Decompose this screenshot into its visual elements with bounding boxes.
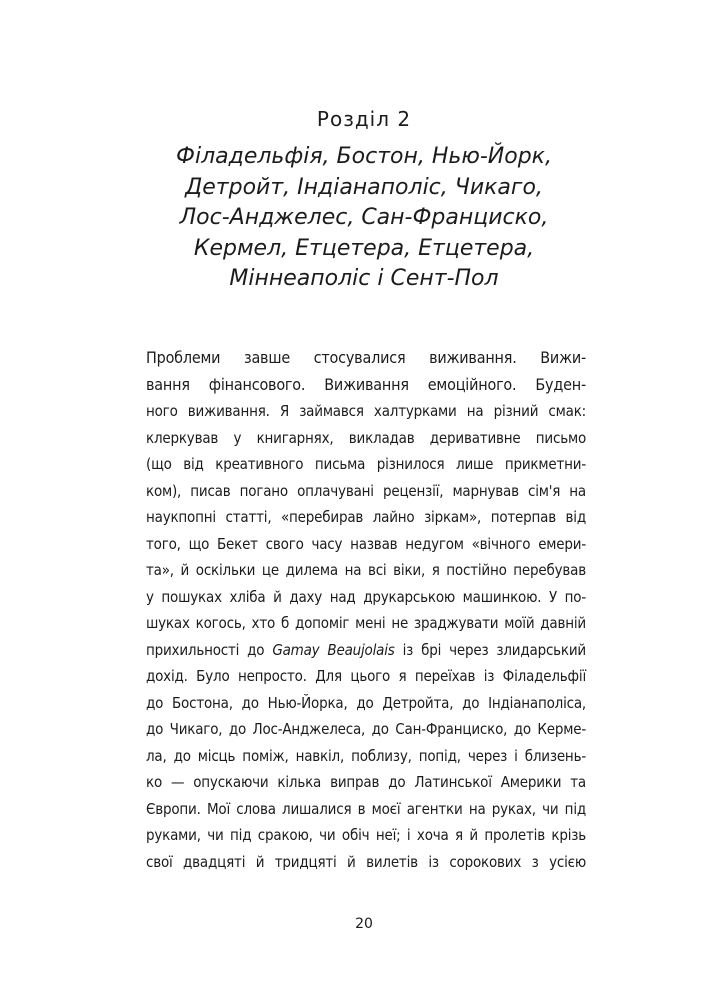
body-line-mixed	[146, 637, 586, 664]
body-line: шуках когось, хто б допоміг мені не зраджувати моїй давній	[146, 614, 586, 632]
body-paragraph	[146, 345, 586, 875]
body-line: ко — опускаючи кілька виправ до Латинської Америки та	[146, 773, 586, 791]
body-text-fragment: із брі через злидарський	[394, 640, 587, 659]
body-line: руками, чи під сракою, чи обіч неї; і хоча я й пролетів крізь	[146, 826, 586, 844]
body-line: дохід. Було непросто. Для цього я переїхав із Філадельфії	[146, 667, 586, 685]
chapter-label: Розділ 2	[316, 107, 412, 131]
page-number: 20	[355, 916, 373, 932]
body-line: свої двадцяті й тридцяті й вилетів із сорокових з усією	[146, 852, 586, 871]
chapter-subtitle-line: Міннеаполіс і Сент-Пол	[229, 266, 499, 291]
body-line: вання фінансового. Виживання емоційного. Буден-	[146, 374, 586, 394]
body-line: клеркував у книгарнях, викладав деривативне письмо	[146, 428, 586, 447]
body-line: Проблеми завше стосувалися виживання. Вижи-	[146, 348, 586, 367]
chapter-subtitle-line: Лос-Анджелес, Сан-Франциско,	[179, 205, 549, 230]
body-line: ного виживання. Я займався халтурками на різний смак:	[146, 402, 586, 420]
body-line: наукпопні статті, «перебирав лайно зіркам», потерпав від	[146, 508, 586, 526]
body-line: до Бостона, до Нью-Йорка, до Детройта, до Індіанаполіса,	[146, 693, 586, 712]
body-line: ком), писав погано оплачувані рецензії, марнував сім'я на	[146, 481, 586, 500]
body-line: у пошуках хліба й даху над друкарською машинкою. У по-	[146, 587, 586, 606]
body-line: Європи. Мої слова лишалися в моєї агентки на руках, чи під	[146, 799, 586, 818]
chapter-subtitle	[0, 142, 728, 295]
body-line: (що від креативного письма різнилося лише прикметни-	[146, 455, 586, 473]
body-text-fragment: прихильності до	[146, 640, 273, 659]
body-line: ла, до місць поміж, навкіл, поблизу, попід, через і близень-	[146, 746, 586, 765]
chapter-subtitle-line: Кермел, Етцетера, Етцетера,	[193, 235, 535, 261]
italic-phrase: Gamay Beaujolais	[272, 640, 395, 659]
body-line: до Чикаго, до Лос-Анджелеса, до Сан-Франциско, до Керме-	[146, 720, 586, 738]
body-line: та», й оскільки це дилема на всі віки, я постійно перебував	[146, 561, 586, 579]
chapter-subtitle-line: Детройт, Індіанаполіс, Чикаго,	[185, 174, 543, 200]
chapter-subtitle-line: Філадельфія, Бостон, Нью-Йорк,	[176, 144, 552, 169]
chapter-heading	[0, 106, 728, 295]
body-line: того, що Бекет свого часу назвав недугом «вічного емери-	[146, 534, 586, 553]
